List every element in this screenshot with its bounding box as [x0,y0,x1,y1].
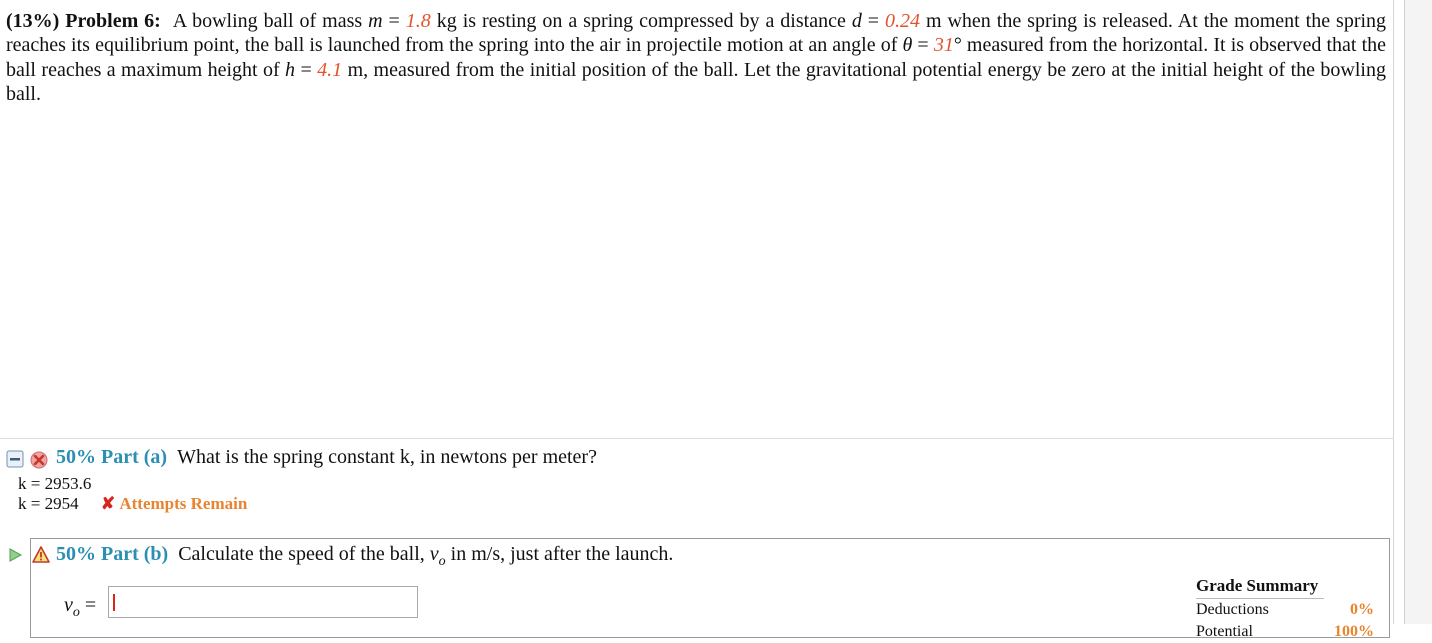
equals-sign: = [912,34,934,57]
grade-row-label: Potential [1196,623,1253,640]
problem-text: A bowling ball of mass [172,10,369,32]
part-b-question: Calculate the speed of the ball, [178,543,430,565]
vertical-scrollbar[interactable] [1404,0,1432,624]
part-a-question: What is the spring constant k, in newtons per meter? [177,446,597,468]
problem-text: ° measured from the horizontal. It is observed that the ball reaches a maximum height of [6,34,1387,81]
incorrect-icon [30,451,48,469]
grade-row-deductions [1196,599,1374,621]
part-b-label: 50% Part (b) [56,543,169,565]
previous-answer [18,494,247,514]
equals-sign: = [295,58,318,81]
grade-row-label: Deductions [1196,601,1269,618]
answer-input[interactable] [108,586,418,618]
distance-symbol: d [851,10,862,32]
part-b-question: in m/s, just after the launch. [445,543,674,565]
grade-row-potential [1196,621,1374,643]
part-b-heading[interactable] [56,542,673,574]
expand-arrow-icon[interactable] [7,547,23,563]
problem-header: (13%) Problem 6: [6,10,161,32]
equals-sign: = [382,10,406,32]
text-caret [113,594,115,611]
angle-symbol: θ [902,34,913,57]
problem-statement [6,9,1386,106]
problem-text: kg is resting on a spring compressed by a distance [430,10,852,32]
grade-summary [1196,575,1374,643]
warning-icon [32,546,50,563]
grade-row-value: 100% [1334,623,1374,640]
collapse-icon[interactable] [6,450,24,468]
velocity-subscript: o [72,605,80,620]
height-value: 4.1 [317,58,343,81]
grade-summary-title: Grade Summary [1196,575,1324,599]
grade-row-value: 0% [1350,601,1374,618]
height-symbol: h [285,58,296,81]
equals-sign: = [861,10,886,32]
velocity-symbol: v [64,594,73,616]
velocity-symbol: v [429,543,439,565]
answer-text: k = 2954 [18,494,79,513]
distance-value: 0.24 [885,10,921,32]
angle-value: 31 [933,34,954,57]
mass-value: 1.8 [405,10,431,32]
equals-sign: = [79,594,97,616]
section-divider [0,438,1394,439]
velocity-subscript: o [438,554,446,569]
problem-text: m when the spring is released. At the moment the spring reaches its equilibrium point, the ball is launched from the spring into the air in projectile motion at an angle of [6,10,1387,57]
answer-text: k = 2953.6 [18,474,92,493]
part-a-label: 50% Part (a) [56,446,168,468]
part-a-heading[interactable] [56,445,597,469]
problem-text: m, measured from the initial position of the ball. Let the gravitational potential energy be zero at the initial height of the bowling ball. [6,58,1386,105]
input-label [64,593,96,625]
mass-symbol: m [368,10,383,32]
previous-answer [18,474,91,494]
wrong-mark-icon: ✘ [100,494,116,513]
attempts-status: Attempts Remain [119,494,248,513]
